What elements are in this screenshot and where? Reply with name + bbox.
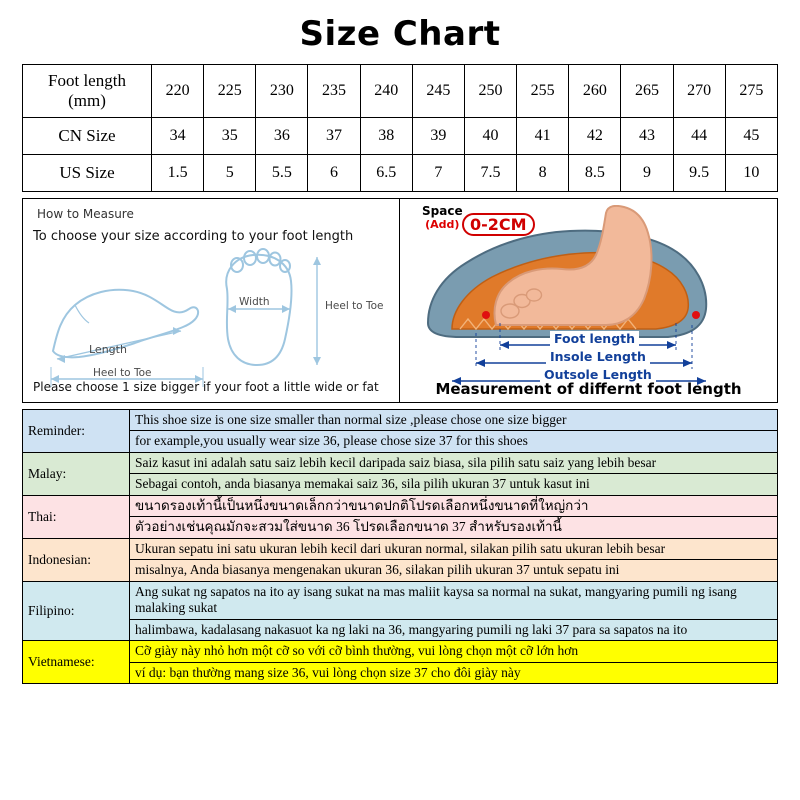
cell-cn-4: 38 [360, 118, 412, 155]
outsole-length-dimension-label: Outsole Length [540, 367, 656, 382]
table-row [23, 662, 778, 683]
cell-cn-5: 39 [412, 118, 464, 155]
cell-foot-length-6: 250 [464, 65, 516, 118]
cell-us-11: 10 [725, 155, 777, 192]
cell-cn-0: 34 [152, 118, 204, 155]
width-label: Width [239, 296, 270, 308]
insole-length-dimension-label: Insole Length [546, 349, 650, 364]
cell-cn-6: 40 [464, 118, 516, 155]
row-header-cn-size: CN Size [23, 118, 152, 155]
lang-label-vietnamese: Vietnamese: [23, 641, 130, 684]
how-to-measure-label: How to Measure [37, 207, 134, 221]
cell-cn-10: 44 [673, 118, 725, 155]
table-row [23, 431, 778, 452]
cell-foot-length-5: 245 [412, 65, 464, 118]
table-row [23, 517, 778, 538]
cell-cn-11: 45 [725, 118, 777, 155]
cell-foot-length-0: 220 [152, 65, 204, 118]
cell-foot-length-8: 260 [569, 65, 621, 118]
cell-foot-length-4: 240 [360, 65, 412, 118]
cell-cn-2: 36 [256, 118, 308, 155]
lang-line-indonesian-2: misalnya, Anda biasanya mengenakan ukuran 36, silakan pilih ukuran 37 untuk sepatu ini [130, 560, 778, 581]
table-row [23, 538, 778, 559]
heel-to-toe-arrow-right [313, 257, 321, 365]
cell-foot-length-10: 270 [673, 65, 725, 118]
length-label: Length [89, 343, 127, 356]
table-row [23, 118, 778, 155]
lang-line-malay-1: Saiz kasut ini adalah satu saiz lebih kecil daripada saiz biasa, sila pilih satu saiz yang lebih besar [130, 452, 778, 473]
foot-measurement-diagram [400, 199, 777, 402]
cell-cn-8: 42 [569, 118, 621, 155]
heel-to-toe-label: Heel to Toe [93, 367, 152, 379]
table-row [23, 581, 778, 619]
marker-dot-back [692, 311, 700, 319]
page-title: Size Chart [299, 14, 501, 54]
size-table [22, 64, 778, 192]
cell-us-4: 6.5 [360, 155, 412, 192]
lang-line-reminder-1: This shoe size is one size smaller than normal size ,please chose one size bigger [130, 410, 778, 431]
row-header-foot-length [23, 65, 152, 118]
cell-us-8: 8.5 [569, 155, 621, 192]
lang-line-filipino-2: halimbawa, kadalasang nakasuot ka ng laki na 36, mangyaring pumili ng laki 37 para sa sapatos na ito [130, 619, 778, 640]
cell-foot-length-3: 235 [308, 65, 360, 118]
lang-label-thai: Thai: [23, 495, 130, 538]
table-row [23, 619, 778, 640]
table-row [23, 155, 778, 192]
choose-size-instruction: To choose your size according to your foot length [33, 229, 354, 244]
cell-cn-7: 41 [517, 118, 569, 155]
cell-foot-length-9: 265 [621, 65, 673, 118]
space-label: Space (Add) [422, 204, 463, 232]
measurement-caption: Measurement of differnt foot length [435, 380, 742, 398]
lang-line-vietnamese-1: Cỡ giày này nhỏ hơn một cỡ so với cỡ bình thường, vui lòng chọn một cỡ lớn hơn [130, 641, 778, 662]
cell-us-5: 7 [412, 155, 464, 192]
row-header-label-line1: Foot length [48, 71, 126, 91]
lang-line-reminder-2: for example,you usually wear size 36, please chose size 37 for this shoes [130, 431, 778, 452]
please-note-text: Please choose 1 size bigger if your foot a little wide or fat [33, 380, 379, 394]
cell-foot-length-7: 255 [517, 65, 569, 118]
table-row [23, 452, 778, 473]
cell-us-10: 9.5 [673, 155, 725, 192]
cell-foot-length-2: 230 [256, 65, 308, 118]
table-row [23, 474, 778, 495]
cell-foot-length-1: 225 [204, 65, 256, 118]
how-to-measure-panel [23, 199, 400, 402]
cell-us-7: 8 [517, 155, 569, 192]
foot-diagram-left [31, 247, 411, 397]
cell-us-1: 5 [204, 155, 256, 192]
lang-label-reminder: Reminder: [23, 410, 130, 453]
space-value-badge: 0-2CM [462, 213, 535, 236]
space-add-label: (Add) [425, 218, 460, 232]
lang-line-vietnamese-2: ví dụ: bạn thường mang size 36, vui lòng chọn size 37 cho đôi giày này [130, 662, 778, 683]
translations-table [22, 409, 778, 684]
marker-dot-front [482, 311, 490, 319]
lang-label-malay: Malay: [23, 452, 130, 495]
lang-line-thai-2: ตัวอย่างเช่นคุณมักจะสวมใส่ขนาด 36 โปรดเลือกขนาด 37 สำหรับรองเท้านี้ [130, 517, 778, 538]
lang-label-indonesian: Indonesian: [23, 538, 130, 581]
cell-cn-9: 43 [621, 118, 673, 155]
cell-us-2: 5.5 [256, 155, 308, 192]
table-row [23, 641, 778, 662]
lang-line-malay-2: Sebagai contoh, anda biasanya memakai saiz 36, sila pilih ukuran 37 untuk kasut ini [130, 474, 778, 495]
lang-line-indonesian-1: Ukuran sepatu ini satu ukuran lebih kecil dari ukuran normal, silakan pilih satu ukuran lebih besar [130, 538, 778, 559]
lang-line-filipino-1: Ang sukat ng sapatos na ito ay isang sukat na mas maliit kaysa sa normal na sukat, mangyaring pumili ng isang malaking sukat [130, 581, 778, 619]
table-row [23, 410, 778, 431]
cell-cn-3: 37 [308, 118, 360, 155]
lang-label-filipino: Filipino: [23, 581, 130, 640]
cell-us-0: 1.5 [152, 155, 204, 192]
cell-foot-length-11: 275 [725, 65, 777, 118]
table-row [23, 560, 778, 581]
row-header-us-size: US Size [23, 155, 152, 192]
row-header-label-line2: (mm) [68, 91, 106, 110]
cell-us-9: 9 [621, 155, 673, 192]
table-row [23, 495, 778, 516]
measurement-panel [22, 198, 778, 403]
cell-cn-1: 35 [204, 118, 256, 155]
cell-us-6: 7.5 [464, 155, 516, 192]
foot-length-dimension-label: Foot length [550, 331, 639, 346]
lang-line-thai-1: ขนาดรองเท้านี้เป็นหนึ่งขนาดเล็กกว่าขนาดปกติโปรดเลือกหนึ่งขนาดที่ใหญ่กว่า [130, 495, 778, 516]
table-row [23, 65, 778, 118]
cell-us-3: 6 [308, 155, 360, 192]
heel-to-toe-label-2: Heel to Toe [325, 300, 384, 312]
